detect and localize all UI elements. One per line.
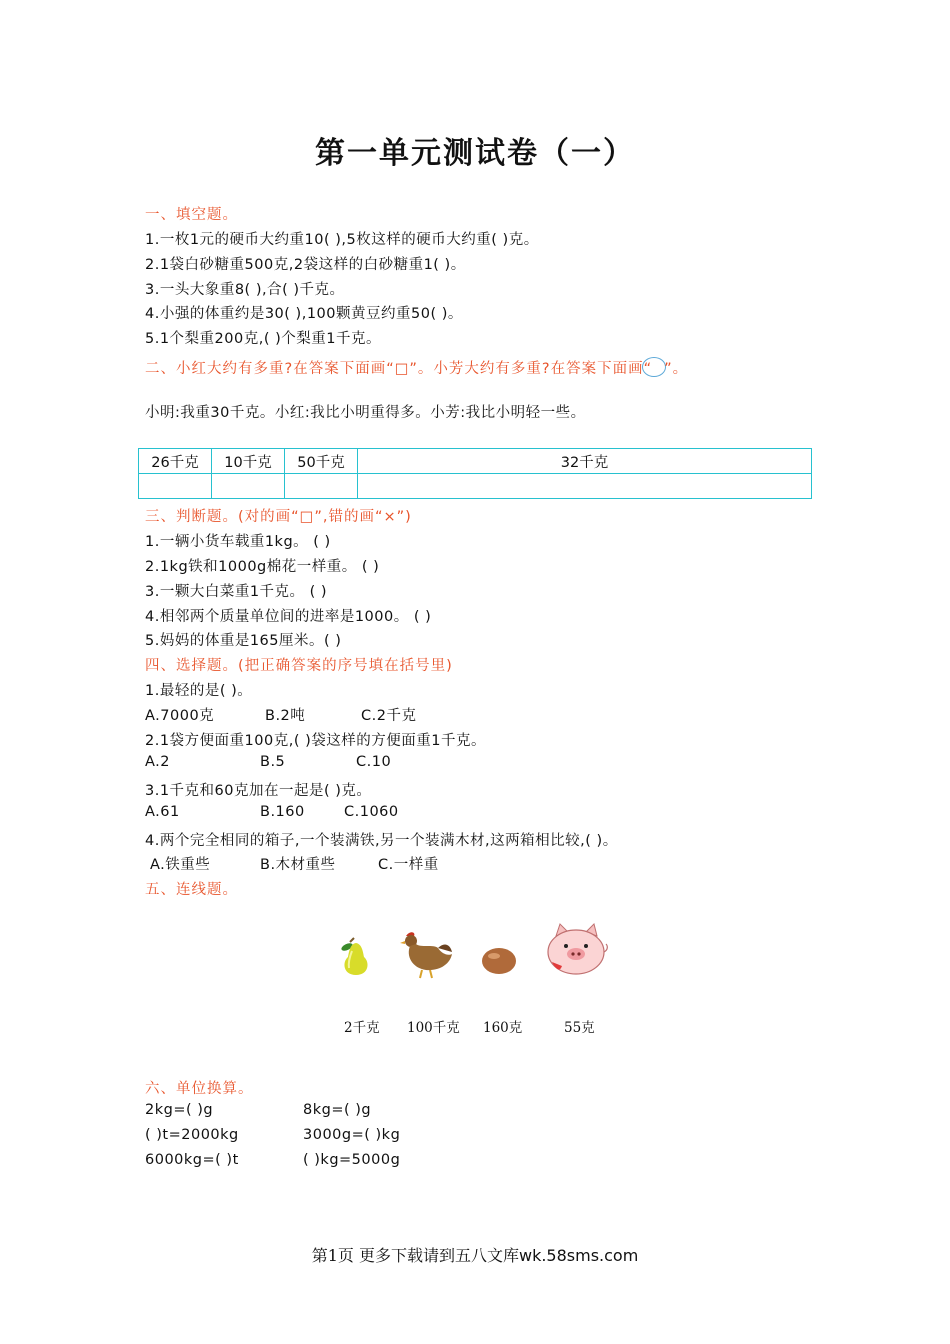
conversion-1: 2kg=( )g <box>145 1102 214 1118</box>
egg-icon <box>480 946 518 980</box>
judge-item-1: 1.一辆小货车载重1kg。 ( ) <box>145 534 331 550</box>
section-6-heading: 六、单位换算。 <box>145 1081 254 1097</box>
option-b: B.木材重些 <box>260 857 336 873</box>
section-2-statement: 小明:我重30千克。小红:我比小明重得多。小芳:我比小明轻一些。 <box>145 405 586 421</box>
judge-item-5: 5.妈妈的体重是165厘米。( ) <box>145 633 342 649</box>
answer-cell-32[interactable] <box>358 474 812 499</box>
choice-question-3: 3.1千克和60克加在一起是( )克。 <box>145 783 372 799</box>
hen-icon <box>398 928 456 986</box>
choice-options-3 <box>145 804 399 820</box>
judge-item-4: 4.相邻两个质量单位间的进率是1000。 ( ) <box>145 609 432 625</box>
fill-in-item-5: 5.1个梨重200克,( )个梨重1千克。 <box>145 331 381 347</box>
page-title: 第一单元测试卷（一） <box>315 136 635 171</box>
choice-question-2: 2.1袋方便面重100克,( )袋这样的方便面重1千克。 <box>145 733 486 749</box>
choice-options-1 <box>145 704 416 725</box>
footer-link[interactable]: wk.58sms.com <box>518 1246 639 1265</box>
match-label-4: 55克 <box>564 1020 595 1036</box>
option-a: A.7000克 <box>145 708 215 724</box>
option-c: C.1060 <box>344 804 399 820</box>
option-a: A.2 <box>145 754 170 770</box>
match-label-3: 160克 <box>483 1020 523 1036</box>
conversion-6: ( )kg=5000g <box>303 1152 401 1168</box>
option-c: C.一样重 <box>378 857 439 873</box>
section-2-heading-text: 二、小红大约有多重?在答案下面画“□”。小芳大约有多重?在答案下面画“ <box>145 361 653 377</box>
match-label-1: 2千克 <box>344 1020 380 1036</box>
judge-item-3: 3.一颗大白菜重1千克。 ( ) <box>145 584 328 600</box>
conversion-3: ( )t=2000kg <box>145 1127 239 1143</box>
fill-in-item-1: 1.一枚1元的硬币大约重10( ),5枚这样的硬币大约重( )克。 <box>145 232 539 248</box>
fill-in-item-3: 3.一头大象重8( ),合( )千克。 <box>145 282 345 298</box>
answer-cell-26[interactable] <box>139 474 212 499</box>
section-2-heading <box>145 357 688 378</box>
footer-text: 第1页 更多下载请到五八文库 <box>311 1246 519 1265</box>
answer-cell-10[interactable] <box>212 474 285 499</box>
weight-answer-table <box>138 448 812 499</box>
section-5-heading: 五、连线题。 <box>145 882 238 898</box>
choice-question-1: 1.最轻的是( )。 <box>145 683 253 699</box>
weight-header-10: 10千克 <box>212 449 285 474</box>
option-b: B.5 <box>260 754 286 770</box>
option-c: C.2千克 <box>361 708 417 724</box>
option-b: B.2吨 <box>265 708 306 724</box>
section-4-heading: 四、选择题。(把正确答案的序号填在括号里) <box>145 658 453 674</box>
fill-in-item-2: 2.1袋白砂糖重500克,2袋这样的白砂糖重1( )。 <box>145 257 466 273</box>
section-1-heading: 一、填空题。 <box>145 207 238 223</box>
judge-item-2: 2.1kg铁和1000g棉花一样重。 ( ) <box>145 559 380 575</box>
choice-options-4 <box>150 853 439 874</box>
option-a: A.61 <box>145 804 180 820</box>
weight-header-50: 50千克 <box>285 449 358 474</box>
choice-question-4: 4.两个完全相同的箱子,一个装满铁,另一个装满木材,这两箱相比较,( )。 <box>145 833 618 849</box>
answer-cell-50[interactable] <box>285 474 358 499</box>
weight-header-32: 32千克 <box>358 449 812 474</box>
option-a: A.铁重些 <box>150 857 211 873</box>
pear-icon <box>336 936 376 982</box>
weight-header-26: 26千克 <box>139 449 212 474</box>
section-3-heading: 三、判断题。(对的画“□”,错的画“×”) <box>145 509 412 525</box>
fill-in-item-4: 4.小强的体重约是30( ),100颗黄豆约重50( )。 <box>145 306 463 322</box>
page-footer <box>0 1243 950 1266</box>
option-b: B.160 <box>260 804 305 820</box>
match-label-2: 100千克 <box>407 1020 460 1036</box>
pig-icon <box>542 922 610 984</box>
choice-options-2 <box>145 754 391 770</box>
section-2-heading-end: ”。 <box>664 361 689 377</box>
option-c: C.10 <box>356 754 392 770</box>
conversion-5: 6000kg=( )t <box>145 1152 239 1168</box>
conversion-2: 8kg=( )g <box>303 1102 372 1118</box>
circle-icon <box>642 357 666 377</box>
conversion-4: 3000g=( )kg <box>303 1127 401 1143</box>
